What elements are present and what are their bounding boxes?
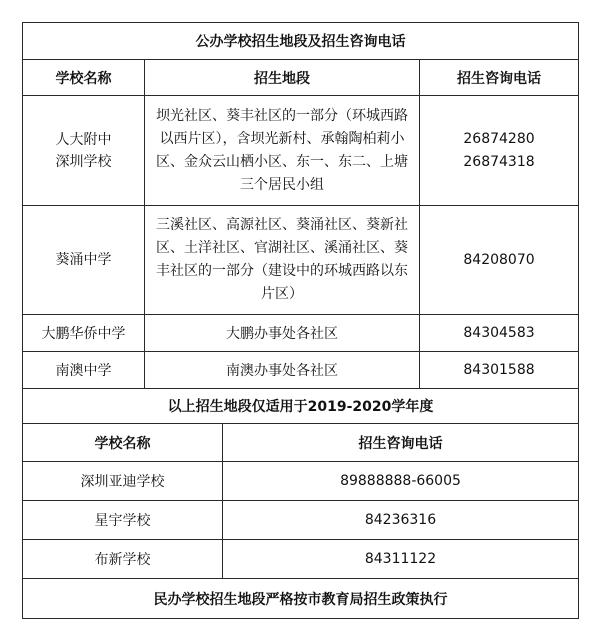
- public-table-title: 公办学校招生地段及招生咨询电话: [23, 23, 579, 60]
- school-name: 深圳亚迪学校: [23, 462, 223, 501]
- table-row: [23, 540, 579, 579]
- school-name: 葵涌中学: [23, 206, 145, 315]
- public-schools-table: [22, 22, 579, 424]
- phone-number: 26874280 26874318: [420, 96, 579, 206]
- phone-number: 84301588: [420, 352, 579, 389]
- school-name: 星宇学校: [23, 501, 223, 540]
- phone-number: 84208070: [420, 206, 579, 315]
- table-row: [23, 315, 579, 352]
- validity-note: 以上招生地段仅适用于2019-2020学年度: [23, 389, 579, 424]
- school-name: 布新学校: [23, 540, 223, 579]
- phone-number: 84236316: [223, 501, 579, 540]
- table-row: [23, 96, 579, 206]
- phone-number: 89888888-66005: [223, 462, 579, 501]
- table-row: [23, 352, 579, 389]
- header-school-name: 学校名称: [23, 424, 223, 462]
- enrollment-area: 坝光社区、葵丰社区的一部分（环城西路 以西片区），含坝光新村、承翰陶柏莉小 区、金众云山栖小区、东一、东二、上塘 三个居民小组: [145, 96, 420, 206]
- phone-number: 84311122: [223, 540, 579, 579]
- enrollment-area: 大鹏办事处各社区: [145, 315, 420, 352]
- school-name: 大鹏华侨中学: [23, 315, 145, 352]
- header-school-name: 学校名称: [23, 60, 145, 96]
- enrollment-area: 三溪社区、高源社区、葵涌社区、葵新社 区、土洋社区、官湖社区、溪涌社区、葵 丰社区的一部分（建设中的环城西路以东 片区）: [145, 206, 420, 315]
- table-row: [23, 462, 579, 501]
- header-phone: 招生咨询电话: [223, 424, 579, 462]
- header-phone: 招生咨询电话: [420, 60, 579, 96]
- private-policy-footer: 民办学校招生地段严格按市教育局招生政策执行: [23, 579, 579, 619]
- phone-number: 84304583: [420, 315, 579, 352]
- table-row: [23, 501, 579, 540]
- private-schools-table: [22, 423, 579, 619]
- table-row: [23, 206, 579, 315]
- header-enrollment-area: 招生地段: [145, 60, 420, 96]
- school-name: 南澳中学: [23, 352, 145, 389]
- enrollment-area: 南澳办事处各社区: [145, 352, 420, 389]
- school-name: 人大附中 深圳学校: [23, 96, 145, 206]
